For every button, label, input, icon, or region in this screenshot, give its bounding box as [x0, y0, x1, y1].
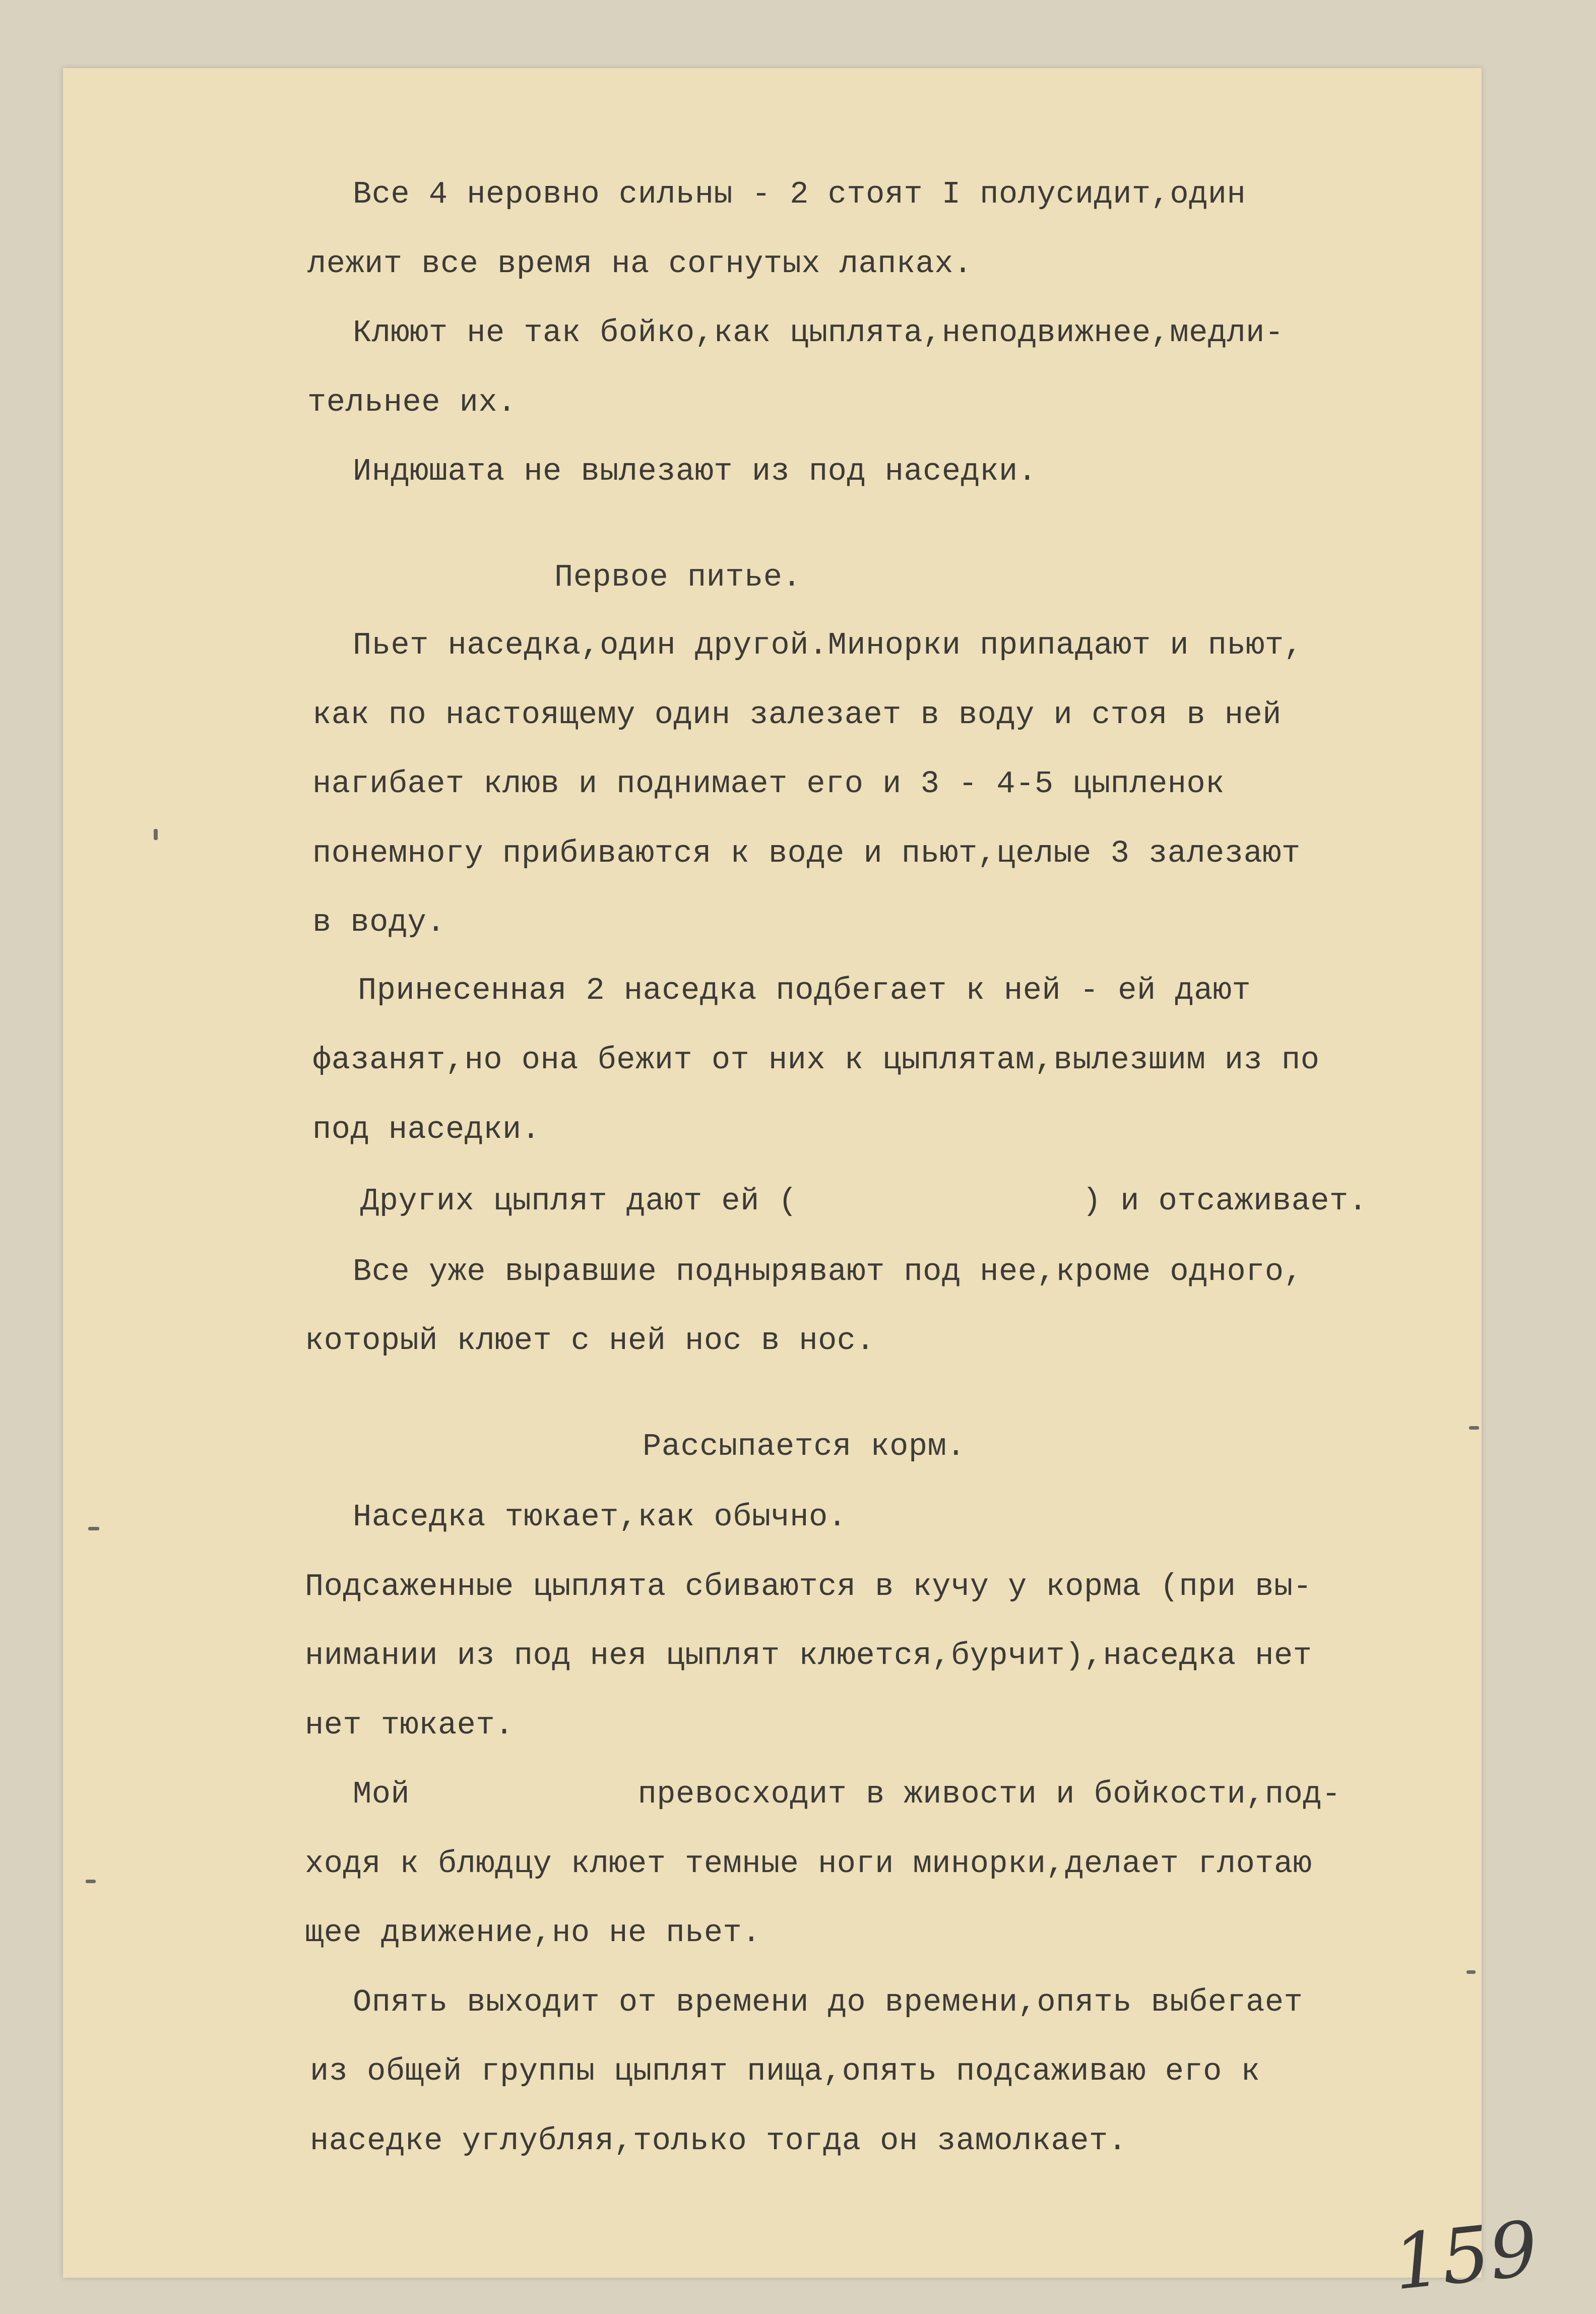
text-line: Других цыплят дают ей ( ) и отсаживает.: [360, 1183, 1368, 1219]
text-line: который клюет с ней нос в нос.: [305, 1323, 875, 1359]
text-line: Опять выходит от времени до времени,опять выбегает: [353, 1984, 1303, 2020]
text-line: ходя к блюдцу клюет темные ноги минорки,делает глотаю: [305, 1846, 1312, 1882]
ink-speck: [88, 1527, 99, 1530]
ink-speck: [154, 829, 158, 840]
ink-speck: [1466, 1970, 1476, 1974]
text-line: Наседка тюкает,как обычно.: [353, 1499, 847, 1535]
section-heading: Рассыпается корм.: [643, 1429, 966, 1464]
handwritten-page-number: 159: [1389, 2205, 1542, 2307]
text-line: Мой превосходит в живости и бойкости,под-: [353, 1776, 1341, 1812]
text-line: Все 4 неровно сильны - 2 стоят I полусидит,один: [353, 176, 1246, 212]
text-line: в воду.: [312, 905, 445, 940]
text-line: нагибает клюв и поднимает его и 3 - 4-5 цыпленок: [312, 766, 1225, 802]
typed-page: [63, 68, 1542, 2307]
text-line: Пьет наседка,один другой.Минорки припадают и пьют,: [353, 627, 1303, 663]
text-line: из общей группы цыплят пища,опять подсаживаю его к: [310, 2053, 1260, 2089]
text-line: Клюют не так бойко,как цыплята,неподвижнее,медли-: [353, 315, 1284, 351]
text-line: нет тюкает.: [305, 1707, 514, 1743]
ink-speck: [86, 1880, 96, 1883]
text-line: Все уже выравшие поднырявают под нее,кроме одного,: [353, 1254, 1303, 1290]
text-line: щее движение,но не пьет.: [305, 1915, 761, 1951]
text-line: нимании из под нея цыплят клюется,бурчит),наседка нет: [305, 1638, 1312, 1674]
text-line: под наседки.: [312, 1112, 541, 1147]
text-line: как по настоящему один залезает в воду и стоя в ней: [312, 697, 1282, 733]
text-line: фазанят,но она бежит от них к цыплятам,вылезшим из по: [312, 1042, 1320, 1078]
ink-speck: [1469, 1426, 1479, 1430]
text-line: Подсаженные цыплята сбиваются в кучу у корма (при вы-: [305, 1569, 1312, 1604]
text-line: наседке углубляя,только тогда он замолкает.: [310, 2123, 1127, 2159]
section-heading: Первое питье.: [554, 559, 802, 595]
text-line: лежит все время на согнутых лапках.: [307, 246, 973, 282]
text-line: Индюшата не вылезают из под наседки.: [353, 454, 1037, 489]
text-line: Принесенная 2 наседка подбегает к ней - ей дают: [358, 973, 1251, 1008]
text-line: тельнее их.: [307, 384, 517, 420]
text-line: понемногу прибиваются к воде и пьют,целые 3 залезают: [312, 835, 1301, 871]
